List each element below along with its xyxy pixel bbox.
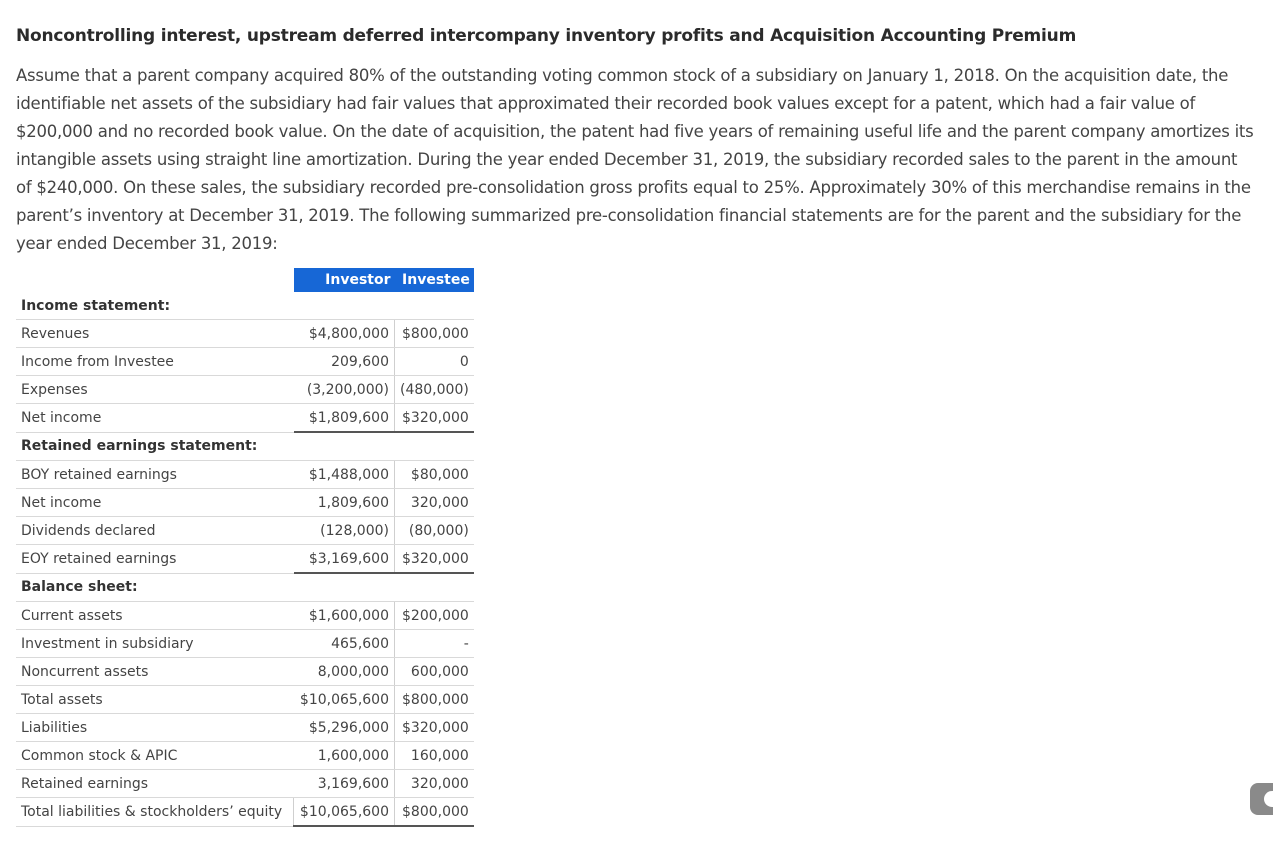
side-panel-toggle-icon: [1264, 791, 1273, 807]
investee-value: $320,000: [395, 714, 474, 742]
side-panel-toggle[interactable]: [1250, 783, 1273, 815]
row-label: Liabilities: [16, 714, 294, 742]
table-row: [16, 320, 474, 348]
section-heading: Income statement:: [16, 292, 294, 320]
table-header-row: [16, 268, 474, 292]
problem-title: Noncontrolling interest, upstream deferred intercompany inventory profits and Acquisition Accounting Premium: [16, 26, 1077, 46]
investee-value: $800,000: [395, 686, 474, 714]
table-row: [16, 714, 474, 742]
investor-value: 209,600: [294, 348, 395, 376]
investor-value: 3,169,600: [294, 770, 395, 798]
table-row-total: [16, 404, 474, 433]
row-label: Expenses: [16, 376, 294, 404]
investee-value: -: [395, 630, 474, 658]
investee-value: $320,000: [395, 404, 474, 433]
header-investor: Investor: [294, 268, 395, 292]
header-investee: Investee: [395, 268, 474, 292]
table-row: [16, 742, 474, 770]
investor-value: $5,296,000: [294, 714, 395, 742]
table-row-total: [16, 545, 474, 574]
financial-statements-table: [16, 268, 474, 827]
investor-value: 1,809,600: [294, 489, 395, 517]
row-label: Dividends declared: [16, 517, 294, 545]
investee-value: 320,000: [395, 489, 474, 517]
problem-description: Assume that a parent company acquired 80% of the outstanding voting common stock of a subsidiary on January 1, 2018. On the acquisition date, the identifiable net assets of the subsidiary had fair values that approximated their recorded book values except for a patent, which had a fair value of $200,000 and no recorded book value. On the date of acquisition, the patent had five years of remaining useful life and the parent company amortizes its intangible assets using straight line amortization. During the year ended December 31, 2019, the subsidiary recorded sales to the parent in the amount of $240,000. On these sales, the subsidiary recorded pre-consolidation gross profits equal to 25%. Approximately 30% of this merchandise remains in the parent’s inventory at December 31, 2019. The following summarized pre-consolidation financial statements are for the parent and the subsidiary for the year ended December 31, 2019:: [16, 66, 1254, 253]
table-row: [16, 658, 474, 686]
row-label: Revenues: [16, 320, 294, 348]
row-label: Net income: [16, 489, 294, 517]
table-row: [16, 770, 474, 798]
investor-value: (128,000): [294, 517, 395, 545]
investor-value: 1,600,000: [294, 742, 395, 770]
row-label: Total liabilities & stockholders’ equity: [16, 798, 294, 827]
table-row: [16, 489, 474, 517]
investor-value: $10,065,600: [294, 686, 395, 714]
row-label: Net income: [16, 404, 294, 433]
row-label: Common stock & APIC: [16, 742, 294, 770]
investee-value: $800,000: [395, 320, 474, 348]
investor-value: $1,600,000: [294, 602, 395, 630]
table-row: [16, 517, 474, 545]
investor-value: $1,488,000: [294, 461, 395, 489]
row-label: Total assets: [16, 686, 294, 714]
table-row-total: [16, 798, 474, 827]
investee-value: 320,000: [395, 770, 474, 798]
problem-content: [16, 24, 1256, 827]
header-blank-cell: [16, 268, 294, 292]
row-label: Current assets: [16, 602, 294, 630]
row-label: Retained earnings: [16, 770, 294, 798]
investor-value: $10,065,600: [294, 798, 395, 827]
investor-value: $4,800,000: [294, 320, 395, 348]
investee-value: $800,000: [395, 798, 474, 827]
row-label: Noncurrent assets: [16, 658, 294, 686]
investor-value: $1,809,600: [294, 404, 395, 433]
table-row-total: [16, 686, 474, 714]
section-retained-earnings: [16, 432, 474, 461]
investee-value: 600,000: [395, 658, 474, 686]
table-row: [16, 602, 474, 630]
investee-value: 0: [395, 348, 474, 376]
investee-value: $320,000: [395, 545, 474, 574]
table-row: [16, 630, 474, 658]
investee-value: 160,000: [395, 742, 474, 770]
investee-value: (80,000): [395, 517, 474, 545]
row-label: Investment in subsidiary: [16, 630, 294, 658]
table-row: [16, 376, 474, 404]
section-balance-sheet: [16, 573, 474, 602]
table-row: [16, 348, 474, 376]
investee-value: (480,000): [395, 376, 474, 404]
row-label: Income from Investee: [16, 348, 294, 376]
row-label: BOY retained earnings: [16, 461, 294, 489]
investor-value: $3,169,600: [294, 545, 395, 574]
investee-value: $200,000: [395, 602, 474, 630]
table-row: [16, 461, 474, 489]
section-income-statement: [16, 292, 474, 320]
investor-value: 8,000,000: [294, 658, 395, 686]
investor-value: (3,200,000): [294, 376, 395, 404]
section-heading: Balance sheet:: [16, 573, 294, 602]
section-heading: Retained earnings statement:: [16, 432, 294, 461]
investor-value: 465,600: [294, 630, 395, 658]
investee-value: $80,000: [395, 461, 474, 489]
row-label: EOY retained earnings: [16, 545, 294, 574]
